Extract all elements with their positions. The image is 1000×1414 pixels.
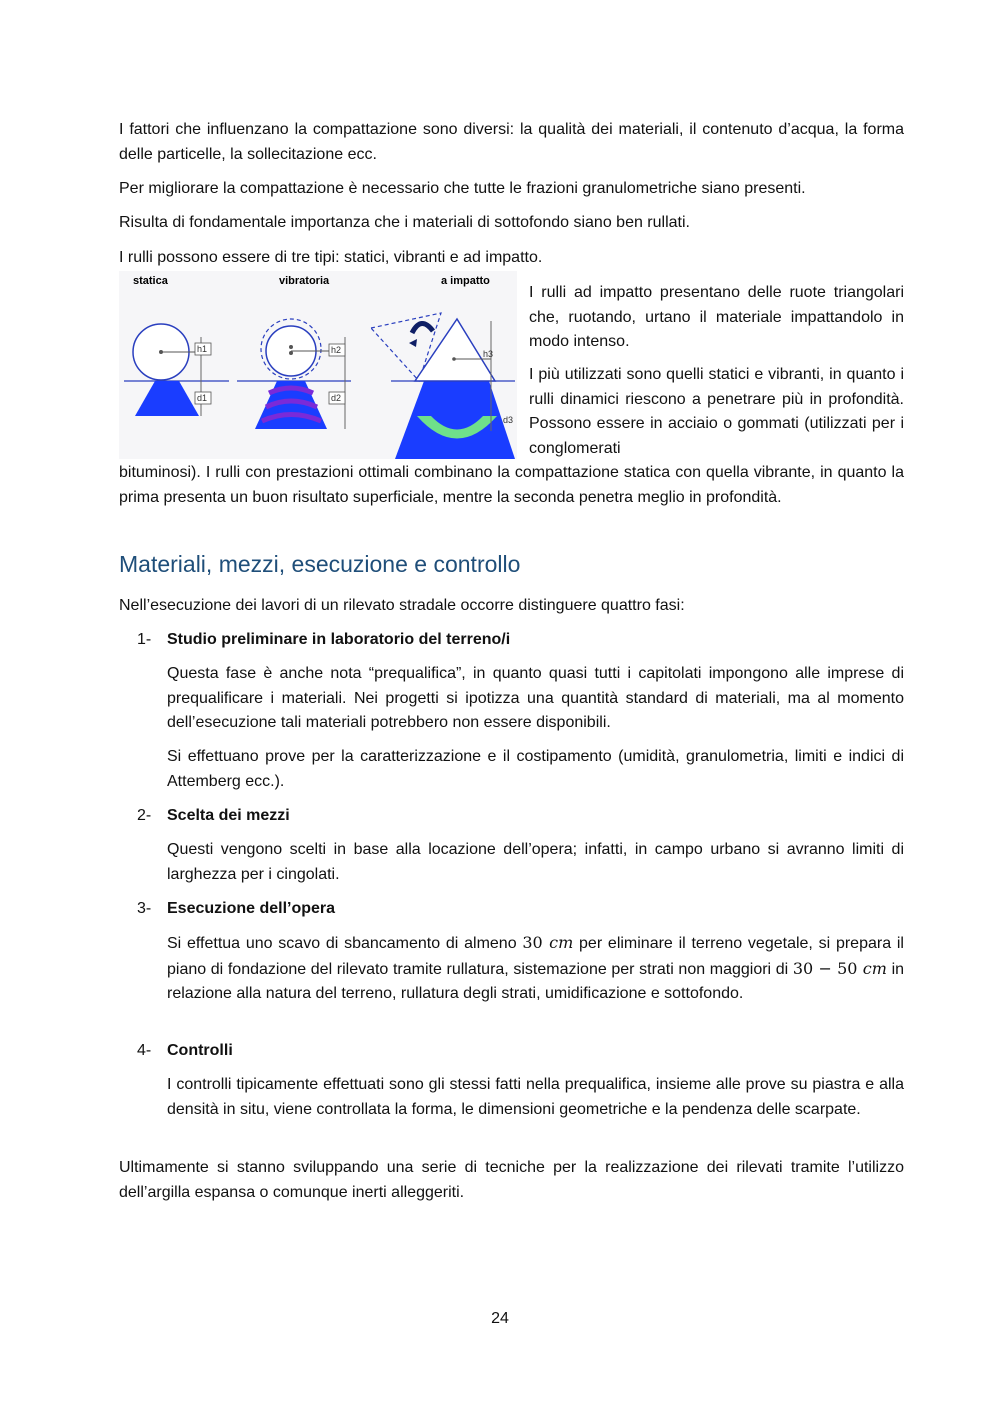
math-30cm: 30 cm	[522, 933, 574, 952]
list-item-4	[137, 1039, 233, 1064]
dim-d1: d1	[197, 393, 208, 403]
roller-types-figure	[119, 271, 517, 459]
list-item-title: Scelta dei mezzi	[167, 807, 290, 824]
list-item-3	[137, 897, 335, 922]
label-impact: a impatto	[441, 275, 490, 287]
dim-h2: h2	[331, 345, 342, 355]
label-vibratory: vibratoria	[279, 275, 330, 287]
list-item-1	[137, 628, 510, 653]
list-number: 4-	[137, 1042, 152, 1059]
item-3-text-a: Si effettua uno scavo di sbancamento di almeno	[167, 935, 517, 952]
item-1-paragraph-1: Questa fase è anche nota “prequalifica”, in quanto quasi tutti i capitolati impongono alle imprese di prequalificare i materiali. Nei progetti si ipotizza una quantità standard di materiali, ma al momento dell’esecuzione tali materiali potrebbero non essere disponibili.	[167, 665, 904, 731]
paragraph-compaction-factors: I fattori che influenzano la compattazione sono diversi: la qualità dei materiali, il contenuto d’acqua, la forma delle particelle, la sollecitazione ecc.	[119, 121, 904, 163]
item-3-paragraph	[167, 931, 904, 1007]
paragraph-subgrade-rolling: Risulta di fondamentale importanza che i materiali di sottofondo siano ben rullati.	[119, 214, 690, 231]
list-number: 1-	[137, 631, 152, 648]
list-item-2	[137, 804, 290, 829]
item-2-paragraph: Questi vengono scelti in base alla locazione dell’opera; infatti, in campo urbano si avranno limiti di larghezza per i cingolati.	[167, 841, 904, 883]
dim-d3: d3	[503, 415, 514, 425]
list-item-title: Controlli	[167, 1042, 233, 1059]
paragraph-granulometric-fractions: Per migliorare la compattazione è necessario che tutte le frazioni granulometriche siano presenti.	[119, 180, 806, 197]
item-3-text-b: per eliminare il terreno vegetale, si prepara il piano di fondazione del rilevato tramite rullatura, sistemazione per strati non maggiori di	[167, 935, 904, 978]
roller-diagram	[119, 271, 517, 459]
item-3-text-c: in relazione alla natura del terreno, rullatura degli strati, umidificazione e sottofondo.	[167, 960, 905, 1002]
section-intro: Nell’esecuzione dei lavori di un rilevato stradale occorre distinguere quattro fasi:	[119, 597, 685, 614]
page-number: 24	[491, 1310, 509, 1327]
label-static: statica	[133, 275, 168, 287]
section-heading: Materiali, mezzi, esecuzione e controllo	[119, 551, 521, 577]
dim-h3: h3	[483, 349, 494, 359]
closing-paragraph: Ultimamente si stanno sviluppando una serie di tecniche per la realizzazione dei rilevati tramite l’utilizzo dell’argilla espansa o comunque inerti alleggeriti.	[119, 1159, 904, 1201]
paragraph-roller-types: I rulli possono essere di tre tipi: statici, vibranti e ad impatto.	[119, 249, 543, 266]
paragraph-impact-rollers: I rulli ad impatto presentano delle ruote triangolari che, ruotando, urtano il materiale impattandolo in modo intenso.	[529, 284, 904, 350]
dim-d2: d2	[331, 393, 342, 403]
list-item-title: Esecuzione dell’opera	[167, 900, 336, 917]
paragraph-optimal-rollers: bituminosi). I rulli con prestazioni ottimali combinano la compattazione statica con quella vibrante, in quanto la prima presenta un buon risultato superficiale, mentre la seconda penetra meglio in profondità.	[119, 464, 904, 506]
item-1-paragraph-2: Si effettuano prove per la caratterizzazione e il costipamento (umidità, granulometria, limiti e indici di Attemberg ecc.).	[167, 748, 904, 790]
dim-h1: h1	[197, 344, 208, 354]
list-number: 3-	[137, 900, 152, 917]
math-30-50cm: 30 − 50 cm	[792, 958, 887, 978]
item-4-paragraph: I controlli tipicamente effettuati sono gli stessi fatti nella prequalifica, insieme alle prove su piastra e alla densità in situ, viene controllata la forma, le dimensioni geometriche e la pendenza delle scarpate.	[167, 1076, 904, 1118]
paragraph-most-used-rollers: I più utilizzati sono quelli statici e vibranti, in quanto i rulli dinamici riescono a penetrare più in profondità. Possono essere in acciaio o gommati (utilizzati per i conglomerati	[529, 366, 904, 457]
list-number: 2-	[137, 807, 152, 824]
list-item-title: Studio preliminare in laboratorio del terreno/i	[167, 631, 511, 648]
